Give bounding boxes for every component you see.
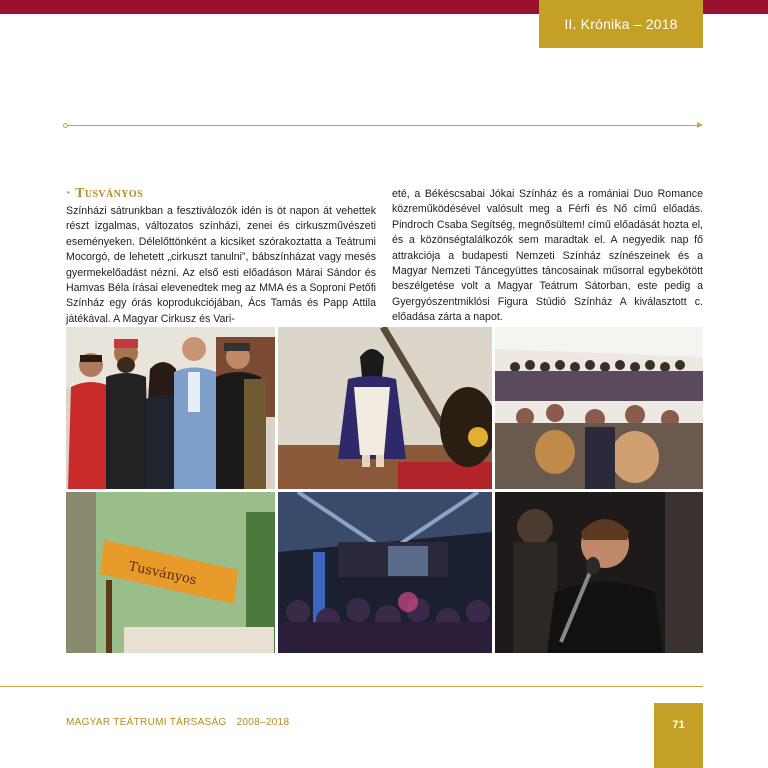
footer-publication [66,717,289,728]
photo-concert-crowd [278,492,492,653]
sign-lettering: Tusványos [127,559,198,589]
footer-years: 2008–2018 [236,717,290,728]
footer-rule [0,686,703,687]
chapter-header-tab [539,0,703,48]
rule-dot-icon [63,123,68,128]
photo-tusvanyos-sign [66,492,275,653]
title-bullet: · [66,186,72,201]
photo-group-portrait [66,327,275,489]
decorative-rule [66,125,701,126]
section-title [66,186,143,202]
photo-singer-microphone [495,492,703,653]
rule-arrow-icon [697,122,703,128]
article-column-left: Színházi sátrunkban a fesztiválozók idén is öt napon át vehettek részt izgalmas, változatos színházi, zenei és cirkuszművészeti eseményeken. Délelőttönként a kicsiket szórakoztatta a Teátrumi Mocorgó, de lehetett „cirkuszt tanulni”, bábszínházat vagy mesés gyermekelőadást nézni. Az első esti előadáson Márai Sándor és Hamvas Béla írásai elevenedtek meg az MMA és a Soproni Petőfi Színház egy órás koprodukciójában, Ács Tamás és Papp Attila játékával. A Magyar Cirkusz és Vari- [66,205,376,325]
photo-grid [66,327,703,653]
photo-marionette-puppet [278,327,492,489]
photo-tent-audience [495,327,703,489]
article-column-right: eté, a Békéscsabai Jókai Színház és a romániai Duo Romance közreműködésével valósult meg a Férfi és Nő című előadás. Pindroch Csaba Segítség, megnősültem! című előadását hozta el, és a közönségtalálkozók sem maradtak el. A negyedik nap fő attrakciója a budapesti Nemzeti Színház színészeinek és a Magyar Nemzeti Táncegyüttes táncosainak műsorral egybekötött beszélgetése volt a Magyar Teátrum Sátorban, este pedig a Gyergyószentmiklósi Figura Stúdió Színház A kiválasztott c. előadása zárta a napot. [392,188,703,324]
chapter-header-label: II. Krónika – 2018 [564,16,678,32]
footer-organization: MAGYAR TEÁTRUMI TÁRSASÁG [66,717,227,728]
page-number: 71 [672,719,685,731]
section-title-text: Tusványos [75,186,144,201]
page-number-tab [654,703,703,768]
